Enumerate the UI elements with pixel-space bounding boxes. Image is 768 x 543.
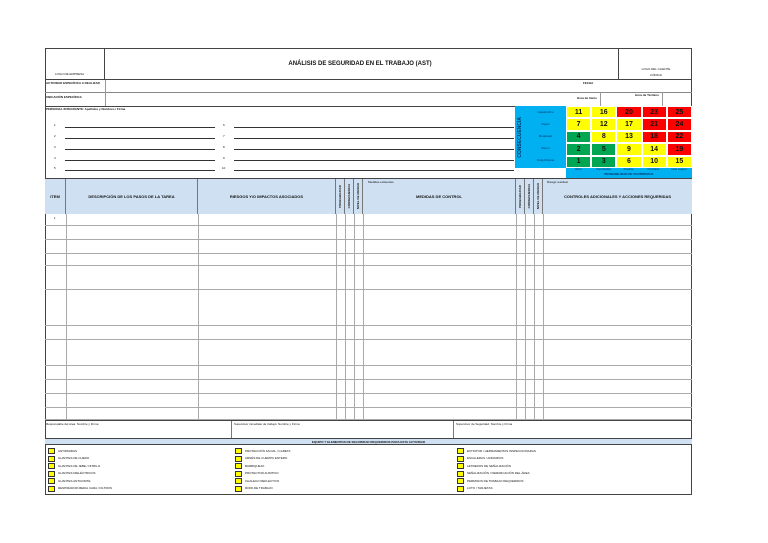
header-controls-note: Medidas existentes — [368, 180, 394, 184]
table-row[interactable] — [45, 214, 692, 226]
header-consequence-2 — [525, 179, 534, 214]
equipment-checkbox[interactable] — [48, 471, 55, 477]
table-row[interactable] — [45, 254, 692, 266]
risk-matrix-cell: 19 — [667, 143, 692, 155]
personnel-label: PERSONAL INTEGRANTE: Apellidos y Nombres / Firma — [46, 107, 126, 111]
risk-matrix-cell: 25 — [667, 106, 692, 118]
risk-matrix-cell: 22 — [667, 131, 692, 143]
equipment-checkbox[interactable] — [457, 448, 464, 454]
signature-safety-label: Supervisor de Seguridad: Nombre y Firma — [456, 422, 513, 426]
equipment-checkbox[interactable] — [457, 471, 464, 477]
equipment-item-label: ROPA DE TRABAJO — [245, 486, 273, 490]
activity-label: ACTIVIDAD ESPECÍFICA A REALIZAR — [46, 81, 100, 85]
table-row[interactable] — [45, 380, 692, 394]
equipment-checkbox[interactable] — [235, 486, 242, 492]
equipment-item-label: GUANTES DIELÉCTRICOS — [58, 471, 96, 475]
table-row[interactable] — [45, 226, 692, 240]
signature-area-field[interactable] — [45, 421, 232, 439]
header-additional-note: Riesgo residual — [547, 180, 568, 184]
equipment-checkbox[interactable] — [457, 456, 464, 462]
equipment-checkbox[interactable] — [48, 486, 55, 492]
activity-field[interactable] — [105, 80, 575, 92]
equipment-item-label: RESPIRADOR MEDIA CARA / FILTROS — [58, 486, 112, 490]
equipment-checkbox[interactable] — [48, 456, 55, 462]
risk-matrix-cell: 10 — [642, 156, 667, 168]
table-row[interactable] — [45, 340, 692, 366]
probability-col-label: Probable — [647, 167, 660, 171]
table-header-row — [45, 178, 692, 214]
risk-matrix-cell: 21 — [642, 118, 667, 130]
equipment-item-label: GUANTES DE JEBE / NITRILO — [58, 463, 101, 468]
first-item-number: 1 — [54, 216, 56, 220]
signature-supervisor-field[interactable] — [232, 421, 454, 439]
table-column-divider — [336, 214, 337, 420]
table-column-divider — [516, 214, 517, 420]
personnel-signature-line[interactable] — [65, 127, 215, 128]
risk-matrix-cell: 16 — [591, 106, 616, 118]
table-column-divider — [543, 214, 544, 420]
risk-matrix-cell: 17 — [616, 118, 641, 130]
header-controls-text: MEDIDAS DE CONTROL — [416, 194, 462, 199]
header-probability — [336, 179, 345, 214]
table-column-divider — [66, 214, 67, 420]
header-controls — [363, 179, 516, 214]
risk-matrix-cell: 4 — [566, 131, 591, 143]
personnel-number: 6 — [223, 123, 225, 127]
equipment-item-label: CHALECO REFLECTIVO — [245, 478, 280, 483]
equipment-item-label: ANTIPARRAS — [58, 448, 77, 453]
risk-matrix-cell: 13 — [616, 131, 641, 143]
risk-matrix-cell: 15 — [667, 156, 692, 168]
personnel-signature-line[interactable] — [234, 149, 514, 150]
start-time-field[interactable] — [600, 92, 630, 106]
form-title: ANÁLISIS DE SEGURIDAD EN EL TRABAJO (AST) — [288, 61, 432, 67]
equipment-checkbox[interactable] — [48, 448, 55, 454]
personnel-number: 8 — [223, 145, 225, 149]
risk-matrix-grid — [566, 106, 692, 168]
header-additional — [543, 179, 692, 214]
personnel-signature-line[interactable] — [65, 160, 215, 161]
equipment-checkbox[interactable] — [235, 463, 242, 469]
probability-col-label: Improbable — [595, 167, 611, 171]
header-probability-2 — [516, 179, 525, 214]
personnel-number: 2 — [54, 134, 56, 138]
probability-col-label: Raro — [575, 167, 582, 171]
code-label: CÓDIGO — [649, 73, 663, 77]
personnel-signature-line[interactable] — [65, 138, 215, 139]
risk-matrix-cell: 11 — [566, 106, 591, 118]
equipment-checkbox[interactable] — [235, 448, 242, 454]
table-column-divider — [198, 214, 199, 420]
risk-matrix-cell: 2 — [566, 143, 591, 155]
table-row[interactable] — [45, 326, 692, 340]
equipment-item-label: ARNÉS DE CUERPO ENTERO — [245, 456, 288, 460]
equipment-list — [45, 445, 692, 495]
header-consequence-2-text: CONSECUENCIA — [527, 184, 531, 209]
table-row[interactable] — [45, 240, 692, 254]
consequence-row-label: Mayor — [541, 122, 550, 126]
personnel-number: 10 — [222, 166, 226, 170]
table-body — [45, 214, 692, 420]
consequence-axis — [515, 106, 525, 168]
equipment-checkbox[interactable] — [235, 456, 242, 462]
risk-matrix-cell: 18 — [642, 131, 667, 143]
consequence-labels — [525, 106, 566, 168]
personnel-signature-line[interactable] — [234, 160, 514, 161]
risk-matrix-cell: 3 — [591, 156, 616, 168]
risk-matrix-cell: 12 — [591, 118, 616, 130]
risk-matrix-cell: 14 — [642, 143, 667, 155]
table-column-divider — [345, 214, 346, 420]
personnel-signature-line[interactable] — [234, 170, 514, 171]
equipment-item-label: LETREROS DE SEÑALIZACIÓN — [467, 463, 512, 468]
equipment-item-label: GUANTES DE CUERO — [58, 456, 90, 460]
header-consequence — [345, 179, 354, 214]
probability-col-label: Casi seguro — [670, 167, 687, 171]
table-row[interactable] — [45, 394, 692, 408]
signature-supervisor-label: Supervisor inmediato de trabajo: Nombre y Firma — [234, 422, 300, 426]
header-risk-level — [354, 179, 363, 214]
table-column-divider — [534, 214, 535, 420]
risk-matrix-cell: 20 — [616, 106, 641, 118]
header-risks: RIESGOS Y/O IMPACTOS ASOCIADOS — [198, 179, 336, 214]
header-risk-level-2-text: NIVEL DE RIESGO — [536, 183, 540, 210]
date-field[interactable] — [600, 80, 692, 92]
equipment-title: EQUIPO Y ELEMENTOS DE SEGURIDAD REQUERIDOS PARA ESTA ACTIVIDAD — [45, 438, 692, 445]
equipment-item-label: LOTO / TARJETAS — [467, 486, 493, 490]
equipment-checkbox[interactable] — [235, 478, 242, 484]
probability-axis — [566, 168, 692, 178]
header-probability-2-text: PROBABILIDAD — [518, 185, 522, 208]
end-time-label: Hora de Término — [635, 93, 659, 97]
personnel-signature-line[interactable] — [234, 138, 514, 139]
table-row[interactable] — [45, 266, 692, 290]
consequence-row-label: Insignificante — [536, 158, 555, 162]
signature-safety-field[interactable] — [454, 421, 692, 439]
consequence-row-label: Menor — [541, 146, 550, 150]
risk-matrix-cell: 5 — [591, 143, 616, 155]
equipment-item-label: EXTINTOR / HERRAMIENTAS INSPECCIONADAS — [467, 448, 536, 453]
equipment-checkbox[interactable] — [457, 486, 464, 492]
location-label: UBICACIÓN ESPECÍFICA — [46, 95, 82, 99]
signature-row — [45, 420, 692, 438]
table-row[interactable] — [45, 408, 692, 420]
header-consequence-text: CONSECUENCIA — [347, 184, 351, 209]
risk-matrix-cell: 7 — [566, 118, 591, 130]
probability-axis-label: PROBABILIDAD DE OCURRENCIA — [604, 172, 654, 176]
table-column-divider — [354, 214, 355, 420]
personnel-number: 1 — [54, 123, 56, 127]
company-logo-box — [45, 48, 105, 80]
table-row[interactable] — [45, 366, 692, 380]
equipment-item-label: PERMISOS DE TRABAJO REQUERIDOS — [467, 478, 524, 483]
header-steps: DESCRIPCIÓN DE LOS PASOS DE LA TAREA — [66, 179, 198, 214]
risk-matrix — [515, 106, 692, 178]
risk-matrix-cell: 8 — [591, 131, 616, 143]
table-row[interactable] — [45, 290, 692, 326]
equipment-item-label: ESCALERAS / ANDAMIOS — [467, 456, 504, 460]
table-column-divider — [363, 214, 364, 420]
risk-matrix-cell: 1 — [566, 156, 591, 168]
end-time-field[interactable] — [662, 92, 692, 106]
equipment-checkbox[interactable] — [235, 471, 242, 477]
company-logo-label: LOGO DE EMPRESA — [55, 72, 85, 76]
header-probability-text: PROBABILIDAD — [338, 185, 342, 208]
probability-col-label: Posible — [623, 167, 634, 171]
date-label: FECHA — [583, 81, 594, 85]
header-risk-level-2 — [534, 179, 543, 214]
personnel-number: 7 — [223, 134, 225, 138]
equipment-item-label: GUANTES ANTICORTE — [58, 478, 91, 483]
signature-area-label: Responsable del área: Nombre y Firma — [46, 422, 99, 426]
personnel-number: 4 — [54, 156, 56, 160]
personnel-signature-line[interactable] — [234, 127, 514, 128]
location-field[interactable] — [105, 92, 575, 106]
equipment-checkbox[interactable] — [457, 463, 464, 469]
personnel-number: 5 — [54, 166, 56, 170]
equipment-checkbox[interactable] — [48, 463, 55, 469]
equipment-item-label: SEÑALIZACIÓN / DEMARCACIÓN DEL ÁREA — [467, 471, 530, 475]
header-item: ITEM — [45, 179, 66, 214]
consequence-row-label: Moderado — [538, 134, 553, 138]
personnel-number: 3 — [54, 145, 56, 149]
risk-matrix-cell: 23 — [642, 106, 667, 118]
header-additional-text: CONTROLES ADICIONALES Y ACCIONES REQUERIDAS — [563, 194, 672, 199]
risk-matrix-cell: 24 — [667, 118, 692, 130]
equipment-item-label: BARBIQUEJO — [245, 463, 265, 468]
personnel-signature-line[interactable] — [65, 149, 215, 150]
consequence-row-label: Catastrófico — [537, 110, 554, 114]
personnel-number: 9 — [223, 156, 225, 160]
personnel-signature-line[interactable] — [65, 170, 215, 171]
client-logo-label: LOGO DEL CLIENTE — [641, 67, 671, 71]
equipment-item-label: PROTECTOR AUDITIVO — [245, 471, 279, 475]
consequence-axis-label: CONSECUENCIA — [517, 116, 523, 158]
equipment-item-label: PROTECCIÓN FACIAL / CARETA — [245, 448, 291, 453]
table-column-divider — [525, 214, 526, 420]
risk-matrix-cell: 9 — [616, 143, 641, 155]
risk-matrix-cell: 6 — [616, 156, 641, 168]
start-time-label: Hora de Inicio — [577, 96, 597, 100]
header-risk-level-text: NIVEL DE RIESGO — [356, 183, 360, 210]
client-logo-box — [618, 48, 692, 80]
equipment-checkbox[interactable] — [457, 478, 464, 484]
equipment-checkbox[interactable] — [48, 478, 55, 484]
